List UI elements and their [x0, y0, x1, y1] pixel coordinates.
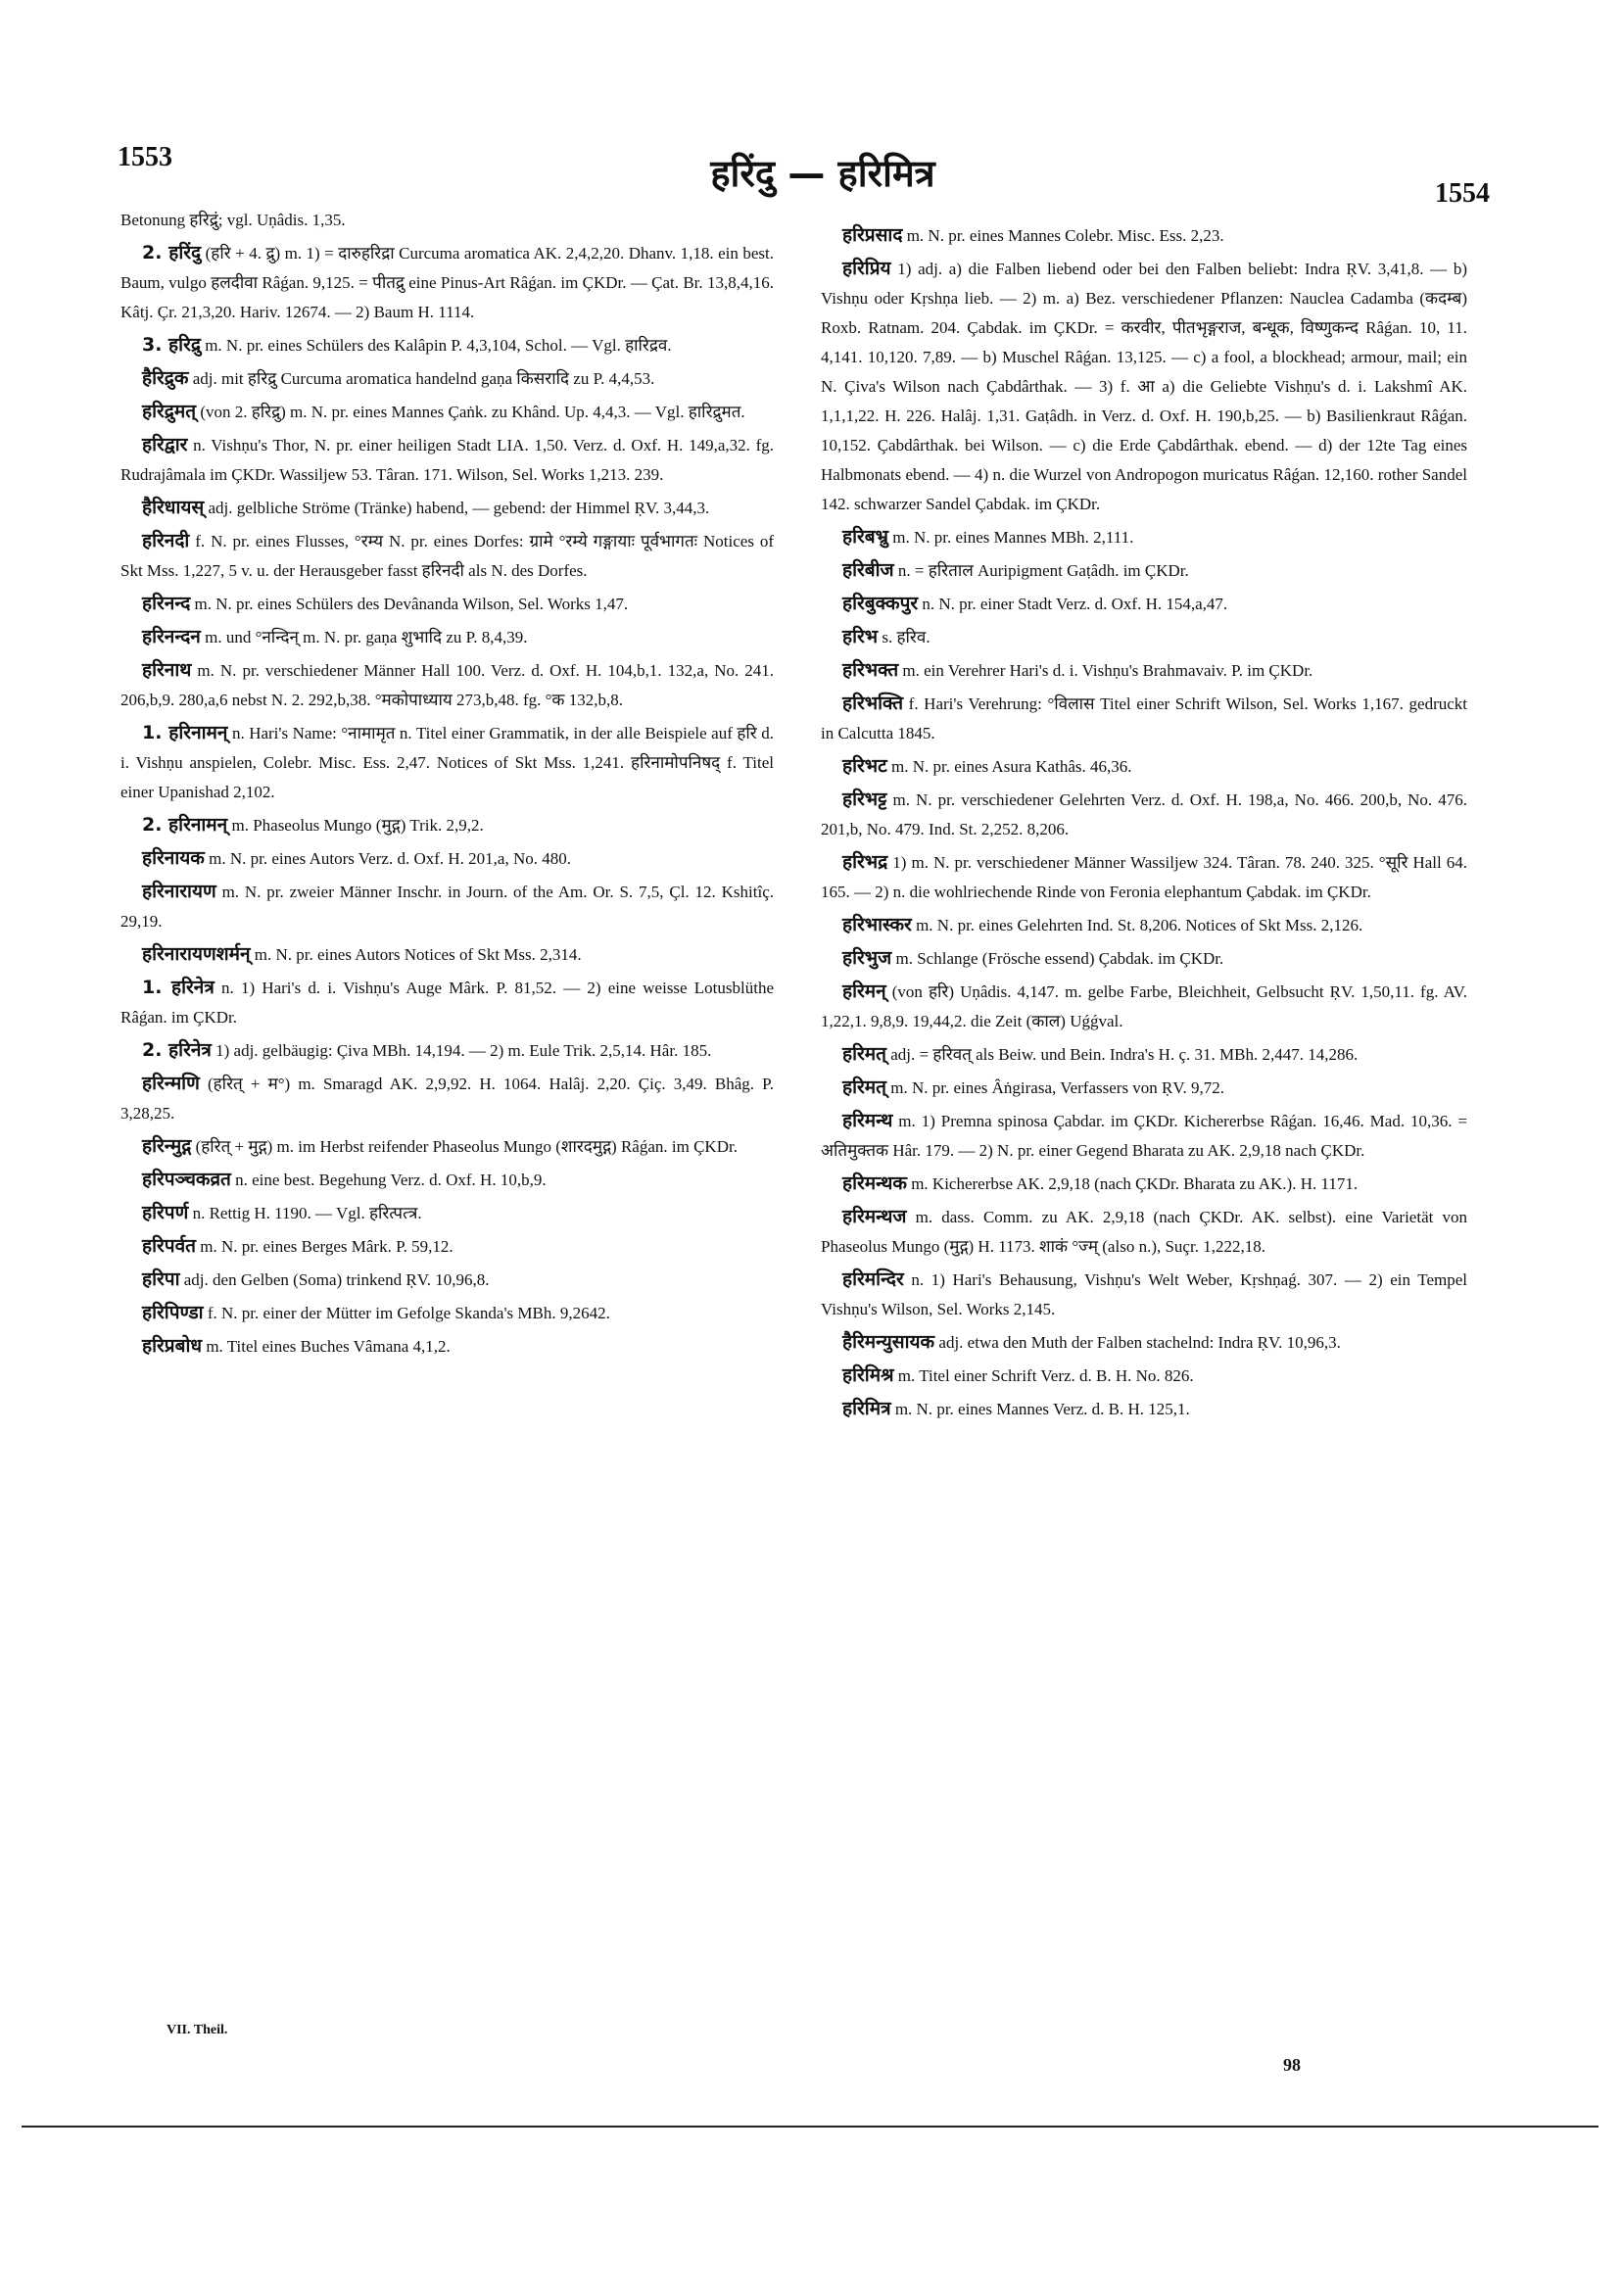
entry-text: adj. gelbliche Ströme (Tränke) habend, — gebend: der Himmel ṚV. 3,44,3.	[208, 499, 710, 517]
entry-text: (von हरि) Uṇâdis. 4,147. m. gelbe Farbe, Bleichheit, Gelbsucht ṚV. 1,50,11. fg. AV. 1,22,1. 9,8,9. 19,44,2. die Zeit (काल) Uǵǵval.	[821, 982, 1467, 1030]
entry-text: 1) adj. gelbäugig: Çiva MBh. 14,194. — 2) m. Eule Trik. 2,5,14. Hâr. 185.	[215, 1041, 712, 1060]
entry-headword: हैरिमन्युसायक	[842, 1331, 935, 1353]
entry-text: adj. mit हरिद्रु Curcuma aromatica handelnd gaṇa किसरादि zu P. 4,4,53.	[192, 369, 655, 388]
dictionary-entry	[821, 977, 1467, 1036]
entry-text: m. N. pr. eines Mannes Verz. d. B. H. 125,1.	[894, 1400, 1190, 1418]
entry-text: s. हरिव.	[882, 628, 930, 646]
entry-text: m. N. pr. eines Âṅgirasa, Verfassers von ṚV. 9,72.	[890, 1078, 1224, 1097]
entry-headword: हरिपा	[142, 1268, 180, 1290]
dictionary-entry	[120, 655, 774, 715]
entry-text: adj. = हरिवत् als Beiw. und Bein. Indra's H. ç. 31. MBh. 2,447. 14,286.	[890, 1045, 1359, 1064]
dictionary-entry	[120, 877, 774, 936]
dictionary-entry	[821, 1265, 1467, 1324]
entry-text: m. Schlange (Frösche essend) Çabdak. im ÇKDr.	[895, 949, 1224, 968]
dictionary-entry	[120, 810, 774, 840]
entry-headword: हरिभद्र	[842, 851, 888, 873]
left-column	[120, 206, 774, 1364]
entry-text: m. N. pr. verschiedener Männer Hall 100. Verz. d. Oxf. H. 104,b,1. 132,a, No. 241. 206,b,9. 280,a,6 nebst N. 2. 292,b,38. °मकोपाध्याय 273,b,48. fg. °क 132,b,8.	[120, 661, 774, 709]
dictionary-entry	[821, 1394, 1467, 1424]
entry-headword: हरिनन्द	[142, 593, 191, 614]
running-head: हरिंदु — हरिमित्र	[710, 152, 935, 195]
entry-text: m. Titel eines Buches Vâmana 4,1,2.	[206, 1337, 451, 1356]
dictionary-entry	[120, 973, 774, 1032]
entry-text: (von 2. हरिद्रु) m. N. pr. eines Mannes Çaṅk. zu Khând. Up. 4,4,3. — Vgl. हारिद्रुमत.	[200, 403, 745, 421]
entry-text: f. N. pr. eines Flusses, °रम्य N. pr. eines Dorfes: ग्रामे °रम्ये गङ्गायाः पूर्वभागतः Notices of Skt Mss. 1,227, 5 v. u. der Herausgeber fasst हरिनदी als N. des Dorfes.	[120, 532, 774, 580]
dictionary-entry	[120, 238, 774, 327]
entry-text: m. N. pr. eines Gelehrten Ind. St. 8,206. Notices of Skt Mss. 2,126.	[916, 916, 1363, 934]
dictionary-entry	[821, 1361, 1467, 1391]
entry-headword: 2. हरिंदु	[142, 242, 202, 263]
entry-headword: हरिप्रसाद	[842, 224, 903, 246]
entry-headword: हरिभुज	[842, 947, 892, 969]
dictionary-entry	[821, 589, 1467, 619]
entry-headword: हरिनदी	[142, 530, 190, 551]
dictionary-entry	[821, 1327, 1467, 1358]
entry-headword: हरिन्मणि	[142, 1073, 200, 1094]
entry-headword: 2. हरिनामन्	[142, 814, 228, 836]
entry-text: n. = हरिताल Auripigment Gaṭâdh. im ÇKDr.	[897, 561, 1189, 580]
entry-text: n. N. pr. einer Stadt Verz. d. Oxf. H. 154,a,47.	[922, 595, 1228, 613]
entry-headword: हरिमत्	[842, 1076, 886, 1098]
right-column	[821, 220, 1467, 1427]
dictionary-entry	[120, 622, 774, 652]
entry-headword: हरिप्रिय	[842, 258, 891, 279]
dictionary-entry	[120, 1298, 774, 1328]
entry-headword: हरिमत्	[842, 1043, 886, 1065]
dictionary-entry	[120, 330, 774, 360]
entry-headword: हरिमन्थज	[842, 1206, 907, 1227]
dictionary-entry	[120, 363, 774, 394]
entry-text: m. N. pr. verschiedener Gelehrten Verz. d. Oxf. H. 198,a, No. 466. 200,b, No. 476. 201,b, No. 479. Ind. St. 2,252. 8,206.	[821, 790, 1467, 838]
entry-headword: 1. हरिनामन्	[142, 722, 228, 743]
entry-text: m. N. pr. eines Mannes Colebr. Misc. Ess. 2,23.	[906, 226, 1224, 245]
entry-headword: हरिद्रुमत्	[142, 401, 197, 422]
entry-headword: हरिमिश्र	[842, 1364, 894, 1386]
entry-text: Betonung हरिद्रुं; vgl. Uṇâdis. 1,35.	[120, 211, 346, 229]
entry-text: n. 1) Hari's d. i. Vishṇu's Auge Mârk. P. 81,52. — 2) eine weisse Lotusblüthe Râǵan. im ÇKDr.	[120, 979, 774, 1027]
entry-text: adj. etwa den Muth der Falben stachelnd: Indra ṚV. 10,96,3.	[938, 1333, 1341, 1352]
entry-headword: हरिपञ्चकव्रत	[142, 1169, 231, 1190]
entry-text: m. ein Verehrer Hari's d. i. Vishṇu's Brahmavaiv. P. im ÇKDr.	[902, 661, 1313, 680]
dictionary-entry	[120, 843, 774, 874]
dictionary-entry	[821, 522, 1467, 552]
entry-text: m. Phaseolus Mungo (मुद्ग) Trik. 2,9,2.	[231, 816, 484, 835]
dictionary-entry	[120, 430, 774, 490]
page-number-left: 1553	[118, 142, 172, 172]
entry-text: m. N. pr. eines Asura Kathâs. 46,36.	[890, 757, 1132, 776]
entry-headword: हरिभास्कर	[842, 914, 912, 935]
dictionary-entry	[120, 1035, 774, 1066]
dictionary-entry	[120, 1165, 774, 1195]
entry-headword: हैरिद्रुक	[142, 367, 189, 389]
sheet-number: 98	[1283, 2055, 1301, 2075]
dictionary-entry	[821, 655, 1467, 686]
dictionary-entry	[821, 1202, 1467, 1262]
entry-text: n. Vishṇu's Thor, N. pr. einer heiligen Stadt LIA. 1,50. Verz. d. Oxf. H. 149,a,32. fg. Rudrajâmala im ÇKDr. Wassiljew 53. Târan. 171. Wilson, Sel. Works 1,213. 239.	[120, 436, 775, 484]
entry-headword: हरिनन्दन	[142, 626, 201, 647]
entry-headword: 1. हरिनेत्र	[142, 977, 215, 998]
entry-headword: हरिबभ्रु	[842, 526, 888, 548]
entry-headword: 2. हरिनेत्र	[142, 1039, 212, 1061]
dictionary-entry	[821, 943, 1467, 974]
entry-headword: हरिभक्ति	[842, 693, 904, 714]
dictionary-entry	[120, 1331, 774, 1362]
entry-headword: 3. हरिद्रु	[142, 334, 201, 356]
entry-headword: हैरिधायस्	[142, 497, 205, 518]
entry-text: (हरित् + मुद्ग) m. im Herbst reifender Phaseolus Mungo (शारदमुद्ग) Râǵan. im ÇKDr.	[195, 1137, 738, 1156]
entry-headword: हरिपर्ण	[142, 1202, 189, 1223]
entry-text: m. dass. Comm. zu AK. 2,9,18 (nach ÇKDr. AK. selbst). eine Varietät von Phaseolus Mungo (मुद्ग) H. 1173. शाकं °ज्म् (also n.), Suçr. 1,222,18.	[821, 1208, 1468, 1256]
entry-headword: हरिनारायण	[142, 881, 216, 902]
entry-headword: हरिबुक्कपुर	[842, 593, 919, 614]
entry-text: (हरित् + म°) m. Smaragd AK. 2,9,92. H. 1064. Halâj. 2,20. Çiç. 3,49. Bhâg. P. 3,28,25.	[120, 1075, 774, 1123]
entry-text: m. N. pr. eines Berges Mârk. P. 59,12.	[200, 1237, 453, 1256]
bottom-rule	[22, 2126, 1598, 2128]
entry-text: n. 1) Hari's Behausung, Vishṇu's Welt Weber, Kṛshṇaǵ. 307. — 2) ein Tempel Vishṇu's Wilson, Sel. Works 2,145.	[821, 1270, 1467, 1318]
dictionary-entry	[120, 397, 774, 427]
entry-headword: हरिनाथ	[142, 659, 192, 681]
entry-text: 1) m. N. pr. verschiedener Männer Wassiljew 324. Târan. 78. 240. 325. °सूरि Hall 64. 165. — 2) n. die wohlriechende Rinde von Feronia elephantum Çabdak. im ÇKDr.	[821, 853, 1468, 901]
entry-headword: हरिमित्र	[842, 1398, 891, 1419]
dictionary-entry	[120, 1265, 774, 1295]
dictionary-entry	[821, 910, 1467, 940]
dictionary-entry	[821, 785, 1467, 844]
dictionary-entry	[821, 847, 1467, 907]
entry-text: f. N. pr. einer der Mütter im Gefolge Skanda's MBh. 9,2642.	[207, 1304, 610, 1322]
dictionary-entry	[821, 220, 1467, 251]
entry-headword: हरिद्वार	[142, 434, 188, 455]
entry-text: n. eine best. Begehung Verz. d. Oxf. H. 10,b,9.	[235, 1171, 547, 1189]
dictionary-entry	[821, 689, 1467, 748]
entry-text: m. N. pr. eines Mannes MBh. 2,111.	[892, 528, 1134, 547]
entry-text: m. N. pr. eines Schülers des Kalâpin P. 4,3,104, Schol. — Vgl. हारिद्रव.	[205, 336, 672, 355]
dictionary-entry	[821, 1169, 1467, 1199]
dictionary-entry	[821, 1039, 1467, 1070]
dictionary-entry	[120, 589, 774, 619]
dictionary-entry	[120, 1198, 774, 1228]
entry-text: m. N. pr. eines Autors Verz. d. Oxf. H. 201,a, No. 480.	[209, 849, 571, 868]
entry-text: m. 1) Premna spinosa Çabdar. im ÇKDr. Kichererbse Râǵan. 16,46. Mad. 10,36. = अतिमुक्तक Hâr. 179. — 2) N. pr. einer Gegend Bharata zu AK. 2,9,18 nach ÇKDr.	[821, 1112, 1468, 1160]
dictionary-entry	[821, 1073, 1467, 1103]
entry-text: m. N. pr. eines Autors Notices of Skt Mss. 2,314.	[254, 945, 582, 964]
entry-headword: हरिन्मुद्ग	[142, 1135, 192, 1157]
entry-headword: हरिभक्त	[842, 659, 899, 681]
dictionary-entry	[821, 555, 1467, 586]
entry-text: (हरि + 4. द्रु) m. 1) = दारुहरिद्रा Curcuma aromatica AK. 2,4,2,20. Dhanv. 1,18. ein best. Baum, vulgo हलदीवा Râǵan. 9,125. = पीतद्रु eine Pinus-Art Râǵan. im ÇKDr. — Çat. Br. 13,8,4,16. Kâtj. Çr. 21,3,20. Hariv. 12674. — 2) Baum H. 1114.	[120, 244, 775, 321]
entry-headword: हरिपर्वत	[142, 1235, 196, 1257]
dictionary-entry	[821, 254, 1467, 519]
entry-headword: हरिभट	[842, 755, 887, 777]
dictionary-entry	[120, 526, 774, 586]
entry-text: m. und °नन्दिन् m. N. pr. gaṇa शुभादि zu P. 8,4,39.	[205, 628, 528, 646]
dictionary-entry	[120, 206, 774, 235]
entry-headword: हरिप्रबोध	[142, 1335, 203, 1357]
entry-headword: हरिनारायणशर्मन्	[142, 943, 251, 965]
page-number-right: 1554	[1435, 178, 1490, 209]
entry-headword: हरिबीज	[842, 559, 894, 581]
dictionary-entry	[120, 493, 774, 523]
entry-headword: हरिभट्ट	[842, 789, 887, 810]
dictionary-entry	[120, 939, 774, 970]
entry-headword: हरिमन्	[842, 981, 886, 1002]
entry-text: m. Titel einer Schrift Verz. d. B. H. No. 826.	[897, 1366, 1194, 1385]
dictionary-entry	[120, 1069, 774, 1128]
entry-headword: हरिमन्दिर	[842, 1268, 904, 1290]
entry-headword: हरिमन्थ	[842, 1110, 893, 1131]
dictionary-entry	[120, 1131, 774, 1162]
entry-text: m. N. pr. zweier Männer Inschr. in Journ. of the Am. Or. S. 7,5, Çl. 12. Kshitîç. 29,19.	[120, 883, 774, 931]
entry-headword: हरिभ	[842, 626, 879, 647]
dictionary-entry	[821, 622, 1467, 652]
entry-text: 1) adj. a) die Falben liebend oder bei den Falben beliebt: Indra ṚV. 3,41,8. — b) Vishṇu oder Kṛshṇa lieb. — 2) m. a) Bez. verschiedener Pflanzen: Nauclea Cadamba (कदम्ब) Roxb. Ratnam. 204. Çabdak. im ÇKDr. = करवीर, पीतभृङ्गराज, बन्धूक, विष्णुकन्द Râǵan. 10, 11. 4,141. 10,120. 7,89. — b) Muschel Râǵan. 13,125. — c) a fool, a blockhead; armour, mail; ein N. Çiva's Wilson nach Çabdârthak. — 3) f. आ a) die Geliebte Vishṇu's d. i. Lakshmî AK. 1,1,1,22. H. 226. Halâj. 1,31. Gaṭâdh. in Verz. d. Oxf. H. 190,b,25. — b) Basilienkraut Râǵan. 10,152. Çabdârthak. bei Wilson. — c) die Erde Çabdârthak. ebend. — d) der 12te Tag eines Halbmonats ebend. — 4) n. die Wurzel von Andropogon muricatus Râǵan. 12,160. rother Sandel 142. schwarzer Sandel Çabdak. im ÇKDr.	[821, 260, 1468, 513]
entry-headword: हरिपिण्डा	[142, 1302, 204, 1323]
entry-text: m. N. pr. eines Schülers des Devânanda Wilson, Sel. Works 1,47.	[194, 595, 629, 613]
entry-text: m. Kichererbse AK. 2,9,18 (nach ÇKDr. Bharata zu AK.). H. 1171.	[911, 1174, 1359, 1193]
dictionary-entry	[821, 751, 1467, 782]
entry-text: f. Hari's Verehrung: °विलास Titel einer Schrift Wilson, Sel. Works 1,167. gedruckt in Calcutta 1845.	[821, 694, 1467, 742]
entry-headword: हरिनायक	[142, 847, 205, 869]
entry-text: n. Rettig H. 1190. — Vgl. हरित्पत्त्र.	[192, 1204, 422, 1222]
dictionary-entry	[821, 1106, 1467, 1166]
dictionary-entry	[120, 718, 774, 807]
entry-text: adj. den Gelben (Soma) trinkend ṚV. 10,96,8.	[183, 1270, 490, 1289]
entry-headword: हरिमन्थक	[842, 1172, 907, 1194]
printer-signature: VII. Theil.	[167, 2023, 228, 2037]
entry-text: n. Hari's Name: °नामामृत n. Titel einer Grammatik, in der alle Beispiele auf हरि d. i. Vishṇu anspielen, Colebr. Misc. Ess. 2,47. Notices of Skt Mss. 1,241. हरिनामोपनिषद् f. Titel einer Upanishad 2,102.	[120, 724, 774, 801]
dictionary-entry	[120, 1231, 774, 1262]
